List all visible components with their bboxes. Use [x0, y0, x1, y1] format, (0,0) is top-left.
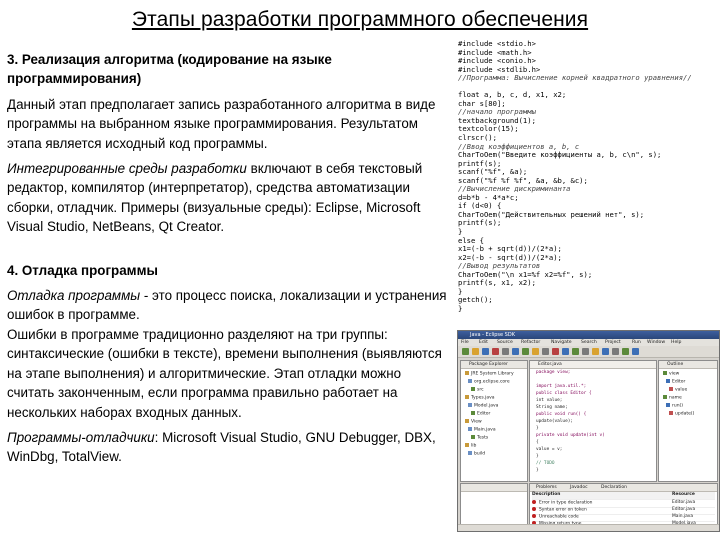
problem-row[interactable]: Unreachable code Main.java: [532, 514, 715, 522]
bottom-tab[interactable]: Javadoc: [570, 485, 588, 490]
tree-node-icon: [471, 387, 475, 391]
tree-node-icon: [471, 411, 475, 415]
error-groups-text: Ошибки в программе традиционно разделяют на три группы: синтаксические (ошибки в тексте), времени выполнения (выявляются на этапе выполнения) и алгоритмические. Этап отладки можно считать законченным, если программа правильно работает на нескольких наборах входных данных.: [7, 326, 442, 420]
ide-titlebar: [458, 331, 719, 339]
code-line: float a, b, c, d, x1, x2;: [458, 90, 567, 100]
tree-item[interactable]: update(): [669, 411, 694, 417]
ide-menu-item[interactable]: Run: [632, 340, 641, 345]
tree-item[interactable]: src: [471, 387, 484, 393]
tree-item[interactable]: Types.java: [465, 395, 495, 401]
ide-menu-item[interactable]: Navigate: [551, 340, 572, 345]
editor-code-line: public void run() {: [536, 412, 587, 417]
editor-code-line: // TODO: [536, 461, 555, 466]
code-line: }: [458, 227, 463, 237]
problem-row[interactable]: Error in type declaration Editor.java: [532, 500, 715, 508]
tree-node-icon: [468, 379, 472, 383]
toolbar-button-icon[interactable]: [502, 348, 509, 355]
tree-item[interactable]: JRE System Library: [465, 371, 514, 377]
toolbar-button-icon[interactable]: [472, 348, 479, 355]
ide-toolbar: [458, 346, 719, 358]
toolbar-button-icon[interactable]: [562, 348, 569, 355]
ide-menu-item[interactable]: Source: [497, 340, 513, 345]
debugging-definition: - это процесс поиска, локализации и устранения ошибок в программе.: [7, 288, 447, 323]
code-line: //Вычисление дискриминанта: [458, 184, 571, 194]
tree-node-icon: [465, 443, 469, 447]
tree-item[interactable]: lib: [465, 443, 476, 449]
ide-description: включают в себя текстовый редактор, компилятор (интерпретатор), средства автоматизации сборки, отладчик. Примеры (визуальные среды): Eclipse, Microsoft Visual Studio, NetBeans, Qt Creator.: [7, 161, 423, 235]
ide-menu-item[interactable]: Window: [647, 340, 666, 345]
debuggers-list: : Microsoft Visual Studio, GNU Debugger, DBX, WinDbg, TotalView.: [7, 429, 436, 465]
editor-pane: Editor.java package view; import java.util.*; public class Editor { int value; String name; public void run() { update(value); } private void update(int v) { value = v; } // TODO }: [529, 360, 657, 482]
tree-item[interactable]: Editor: [471, 411, 490, 417]
tree-item[interactable]: Main.java: [468, 427, 496, 433]
ide-menu-item[interactable]: Search: [581, 340, 597, 345]
toolbar-button-icon[interactable]: [612, 348, 619, 355]
editor-code-line: }: [536, 468, 539, 473]
editor-code-line: }: [536, 454, 539, 459]
toolbar-button-icon[interactable]: [462, 348, 469, 355]
error-icon: [532, 514, 536, 518]
tree-node-icon: [471, 435, 475, 439]
ide-menu-item[interactable]: File: [461, 340, 469, 345]
editor-code-line: }: [536, 426, 539, 431]
tree-node-icon: [465, 419, 469, 423]
toolbar-button-icon[interactable]: [592, 348, 599, 355]
code-line: printf(s, x1, x2);: [458, 278, 536, 288]
toolbar-button-icon[interactable]: [522, 348, 529, 355]
section4-heading: 4. Отладка программы: [7, 262, 158, 278]
code-line: d=b*b - 4*a*c;: [458, 192, 519, 202]
editor-code-line: public class Editor {: [536, 391, 592, 396]
ide-statusbar: [458, 524, 719, 531]
ide-menubar: [458, 339, 719, 346]
problems-pane: Problems Javadoc Declaration Description Resource Error in type declaration Editor.java Syntax error on token Editor.java Unreachable code Main.java: [529, 483, 718, 525]
toolbar-button-icon[interactable]: [572, 348, 579, 355]
code-line: CharToOem("Введите коэффициенты a, b, c\n", s);: [458, 150, 662, 160]
tree-node-icon: [468, 451, 472, 455]
section3-heading: 3. Реализация алгоритма (кодирование на языке программирования): [7, 52, 332, 87]
problem-row[interactable]: Syntax error on token Editor.java: [532, 507, 715, 515]
tree-item[interactable]: Model.java: [468, 403, 498, 409]
tree-item[interactable]: value: [669, 387, 687, 393]
editor-code-line: String name;: [536, 405, 568, 410]
toolbar-button-icon[interactable]: [542, 348, 549, 355]
toolbar-button-icon[interactable]: [582, 348, 589, 355]
tree-node-icon: [468, 427, 472, 431]
code-line: //Ввод коэффициентов a, b, c: [458, 141, 580, 151]
ide-screenshot: [457, 330, 720, 532]
code-line: printf(s);: [458, 218, 502, 228]
code-line: //Вывод результатов: [458, 261, 541, 271]
code-line: x1=(-b + sqrt(d))/(2*a);: [458, 244, 562, 254]
tree-item[interactable]: run(): [666, 403, 683, 409]
tree-item[interactable]: View: [465, 419, 482, 425]
toolbar-button-icon[interactable]: [532, 348, 539, 355]
outline-pane: [658, 360, 718, 482]
editor-code-line: int value;: [536, 398, 563, 403]
error-icon: [532, 500, 536, 504]
tree-node-icon: [669, 387, 673, 391]
code-line: }: [458, 286, 463, 296]
code-line: textcolor(15);: [458, 124, 519, 134]
editor-code-line: update(value);: [536, 419, 574, 424]
toolbar-button-icon[interactable]: [492, 348, 499, 355]
section4-paragraph-3: [7, 428, 447, 467]
code-line: clrscr();: [458, 133, 497, 143]
tree-node-icon: [666, 403, 670, 407]
tree-item[interactable]: Editor: [666, 379, 685, 385]
bottom-tab[interactable]: Declaration: [601, 485, 627, 490]
code-line: textbackground(1);: [458, 115, 536, 125]
toolbar-button-icon[interactable]: [552, 348, 559, 355]
section3-paragraph-1: Данный этап предполагает запись разработанного алгоритма в виде программы на выбранном языке программирования. Результатом этапа является исходный код программы.: [7, 96, 436, 151]
tree-node-icon: [669, 411, 673, 415]
bottom-tab[interactable]: Problems: [536, 485, 557, 490]
section4-paragraph-1: [7, 286, 447, 422]
ide-menu-item[interactable]: Refactor: [521, 340, 541, 345]
hierarchy-pane: [460, 483, 528, 525]
editor-code-line: private void update(int v): [536, 433, 605, 438]
code-line: scanf("%f", &a);: [458, 167, 528, 177]
tree-item[interactable]: name: [663, 395, 682, 401]
ide-menu-item[interactable]: Project: [605, 340, 621, 345]
editor-code-line: import java.util.*;: [536, 384, 587, 389]
code-line: #include <stdio.h>: [458, 40, 536, 48]
tree-node-icon: [663, 371, 667, 375]
editor-code-line: {: [536, 440, 539, 445]
code-line: else {: [458, 235, 484, 245]
code-line: #include <math.h>: [458, 47, 532, 57]
section3-paragraph-2: [7, 159, 447, 237]
toolbar-button-icon[interactable]: [512, 348, 519, 355]
code-line: x2=(-b - sqrt(d))/(2*a);: [458, 252, 562, 262]
code-line: //начало программы: [458, 107, 536, 117]
code-line: CharToOem("\n x1=%f x2=%f", s);: [458, 269, 593, 279]
debugging-term: Отладка программы: [7, 288, 141, 304]
tree-node-icon: [468, 403, 472, 407]
outline-title: Outline: [667, 362, 684, 367]
package-explorer-title: Package Explorer: [469, 362, 508, 367]
ide-menu-item[interactable]: Help: [671, 340, 682, 345]
slide-title: Этапы разработки программного обеспечения: [131, 8, 589, 31]
tree-node-icon: [666, 379, 670, 383]
tree-item[interactable]: org.eclipse.core: [468, 379, 510, 385]
toolbar-button-icon[interactable]: [482, 348, 489, 355]
ide-window-title: Java - Eclipse SDK: [470, 332, 515, 338]
ide-menu-item[interactable]: Edit: [479, 340, 488, 345]
tree-node-icon: [465, 371, 469, 375]
text-column: [7, 50, 447, 473]
tree-item[interactable]: Tests: [471, 435, 488, 441]
toolbar-button-icon[interactable]: [622, 348, 629, 355]
tree-node-icon: [465, 395, 469, 399]
tree-node-icon: [663, 395, 667, 399]
editor-code-line: value = v;: [536, 447, 563, 452]
tree-item[interactable]: build: [468, 451, 485, 457]
code-line: getch();: [458, 295, 493, 305]
debuggers-term: Программы-отладчики: [7, 429, 155, 445]
code-line: if (d<0) {: [458, 201, 502, 211]
toolbar-button-icon[interactable]: [602, 348, 609, 355]
ide-term: Интегрированные среды разработки: [7, 161, 247, 177]
package-explorer-pane: [460, 360, 528, 482]
toolbar-button-icon[interactable]: [632, 348, 639, 355]
code-line: char s[80];: [458, 98, 506, 108]
code-line: #include <conio.h>: [458, 56, 536, 66]
code-line: scanf("%f %f %f", &a, &b, &c);: [458, 175, 588, 185]
code-line: printf(s);: [458, 158, 502, 168]
code-line: #include <stdlib.h>: [458, 64, 541, 74]
editor-code-line: package view;: [536, 370, 571, 375]
error-icon: [532, 507, 536, 511]
code-line: //Программа: Вычисление корней квадратного уравнения//: [458, 73, 692, 83]
code-line: CharToOem("Действительных решений нет", s);: [458, 209, 645, 219]
tree-item[interactable]: view: [663, 371, 679, 377]
code-line: }: [458, 303, 463, 313]
source-code-screenshot: [458, 40, 716, 322]
